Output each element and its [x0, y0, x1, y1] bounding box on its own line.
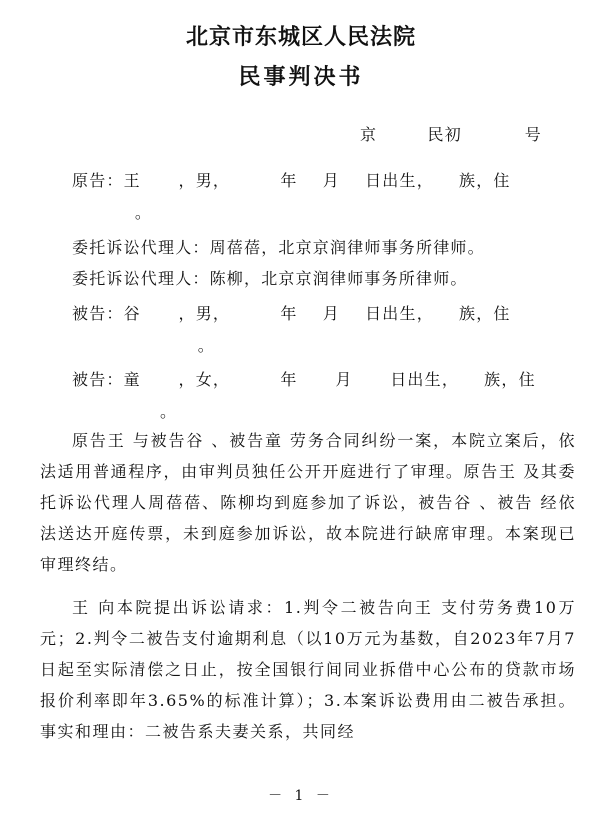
document-title: 民事判决书 [238, 65, 364, 90]
case-number: 京 民初 号 [360, 125, 542, 144]
plaintiff-address-continuation: 。 [72, 203, 153, 222]
claims-paragraph: 王 向本院提出诉讼请求：1.判令二被告向王 支付劳务费10万元；2.判令二被告支付逾期利息（以10万元为基数，自2023年7月7日起至实际清偿之日止，按全国银行间同业拆借中心公布的贷款市场报价利率即年3.65%的标准计算）；3.本案诉讼费用由二被告承担。事实和理由：二被告系夫妻关系，共同经 [40, 598, 576, 741]
defendant-1-address-continuation: 。 [72, 336, 215, 355]
plaintiff-agent-1: 委托诉讼代理人：周蓓蓓，北京京润律师事务所律师。 [72, 238, 485, 257]
case-procedure-paragraph: 原告王 与被告谷 、被告童 劳务合同纠纷一案，本院立案后，依法适用普通程序，由审判员独任公开开庭进行了审理。原告王 及其委托诉讼代理人周蓓蓓、陈柳均到庭参加了诉讼，被告谷 、被告 经依法送达开庭传票，未到庭参加诉讼，故本院进行缺席审理。本案现已审理终结。 [40, 431, 576, 574]
plaintiff-info: 原告：王 ，男， 年 月 日出生， 族，住 [72, 171, 511, 190]
defendant-1-info: 被告：谷 ，男， 年 月 日出生， 族，住 [72, 304, 511, 323]
defendant-2-address-continuation: 。 [72, 402, 178, 421]
court-name-heading: 北京市东城区人民法院 [185, 25, 416, 50]
page-number: － 1 － [268, 788, 334, 804]
defendant-2-info: 被告：童 ，女， 年 月 日出生， 族，住 [72, 370, 536, 389]
plaintiff-agent-2: 委托诉讼代理人：陈柳，北京京润律师事务所律师。 [72, 269, 468, 288]
